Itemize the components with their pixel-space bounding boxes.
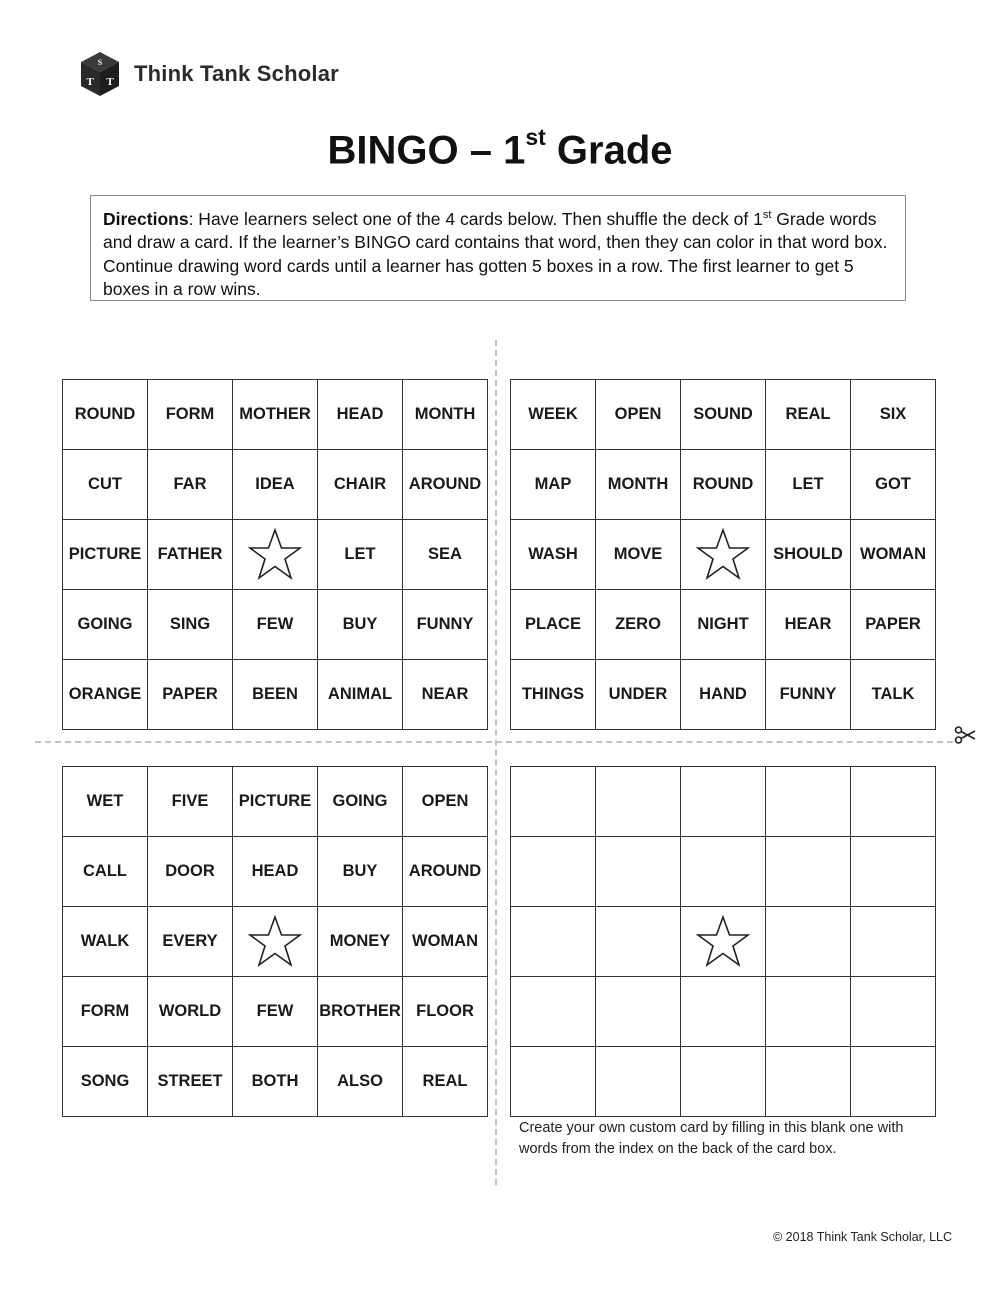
word-cell: LET [318,520,403,590]
word-cell: FORM [148,380,233,450]
word-cell: ALSO [318,1047,403,1117]
card-row [511,590,936,660]
bingo-card-1 [62,379,488,730]
word-cell: TALK [851,660,936,730]
blank-cell [766,1047,851,1117]
word-cell: HEAD [233,837,318,907]
word-cell: GOT [851,450,936,520]
blank-cell [596,977,681,1047]
title-superscript: st [525,124,546,150]
word-cell: WORLD [148,977,233,1047]
word-cell: REAL [403,1047,488,1117]
card-row [63,977,488,1047]
word-cell: GOING [63,590,148,660]
card-row [511,837,936,907]
horizontal-cut-line [35,741,953,743]
word-cell: EVERY [148,907,233,977]
word-cell: GOING [318,767,403,837]
free-space-cell [681,907,766,977]
blank-cell [851,1047,936,1117]
blank-cell [681,767,766,837]
blank-cell [511,977,596,1047]
word-cell: DOOR [148,837,233,907]
word-cell: PAPER [851,590,936,660]
word-cell: MONEY [318,907,403,977]
blank-cell [851,767,936,837]
word-cell: STREET [148,1047,233,1117]
vertical-cut-line [495,340,497,1185]
word-cell: REAL [766,380,851,450]
word-cell: NIGHT [681,590,766,660]
word-cell: HEAR [766,590,851,660]
directions-superscript: st [762,209,772,221]
word-cell: ZERO [596,590,681,660]
logo-letter: S [97,58,103,67]
word-cell: PICTURE [63,520,148,590]
word-cell: FUNNY [403,590,488,660]
blank-cell [511,767,596,837]
card-row [511,977,936,1047]
word-cell: SHOULD [766,520,851,590]
custom-card-note: Create your own custom card by filling in this blank one with words from the index on the back of the card box. [519,1120,904,1157]
word-cell: UNDER [596,660,681,730]
card-row [63,590,488,660]
word-cell: SING [148,590,233,660]
word-cell: FUNNY [766,660,851,730]
title-main: BINGO – 1 [327,128,526,173]
bingo-card-2 [510,379,936,730]
word-cell: MONTH [596,450,681,520]
blank-cell [766,767,851,837]
card-row [511,907,936,977]
blank-cell [766,977,851,1047]
word-cell: FEW [233,977,318,1047]
brand-name: Think Tank Scholar [134,61,339,86]
word-cell: MONTH [403,380,488,450]
word-cell: LET [766,450,851,520]
page-title [0,124,1000,173]
word-cell: THINGS [511,660,596,730]
blank-cell [851,977,936,1047]
logo-cube-icon [80,51,120,97]
word-cell: BUY [318,590,403,660]
card-row [511,380,936,450]
blank-cell [851,837,936,907]
word-cell: CUT [63,450,148,520]
word-cell: WOMAN [403,907,488,977]
word-cell: SOUND [681,380,766,450]
blank-cell [511,837,596,907]
blank-cell [681,977,766,1047]
star-outline-icon [694,527,752,583]
free-space-cell [233,520,318,590]
blank-cell [766,837,851,907]
word-cell: BUY [318,837,403,907]
card-row [511,450,936,520]
free-space-cell [681,520,766,590]
word-cell: MOTHER [233,380,318,450]
word-cell: WOMAN [851,520,936,590]
word-cell: PAPER [148,660,233,730]
bingo-card-3 [62,766,488,1117]
word-cell: AROUND [403,450,488,520]
word-cell: BROTHER [318,977,403,1047]
word-cell: BEEN [233,660,318,730]
word-cell: OPEN [403,767,488,837]
word-cell: CHAIR [318,450,403,520]
card-row [63,660,488,730]
word-cell: FORM [63,977,148,1047]
word-cell: HAND [681,660,766,730]
word-cell: AROUND [403,837,488,907]
card-row [63,837,488,907]
directions-box [90,195,906,301]
word-cell: WET [63,767,148,837]
card-row [63,1047,488,1117]
word-cell: SEA [403,520,488,590]
title-rest: Grade [545,128,673,173]
card-row [511,767,936,837]
word-cell: BOTH [233,1047,318,1117]
word-cell: WALK [63,907,148,977]
word-cell: OPEN [596,380,681,450]
bingo-card-blank [510,766,936,1117]
blank-cell [681,1047,766,1117]
directions-text: : Have learners select one of the 4 cards below. Then shuffle the deck of 1 [188,208,763,229]
logo-letter: T [106,76,114,88]
word-cell: ROUND [681,450,766,520]
star-outline-icon [246,914,304,970]
scissors-icon [954,724,976,746]
copyright: © 2018 Think Tank Scholar, LLC [773,1230,952,1244]
logo-letter: T [86,76,94,88]
blank-cell [851,907,936,977]
word-cell: FAR [148,450,233,520]
word-cell: ORANGE [63,660,148,730]
brand-header [80,50,339,98]
blank-cell [596,907,681,977]
blank-cell [681,837,766,907]
blank-cell [596,1047,681,1117]
word-cell: FATHER [148,520,233,590]
word-cell: ANIMAL [318,660,403,730]
word-cell: MAP [511,450,596,520]
word-cell: PLACE [511,590,596,660]
word-cell: SIX [851,380,936,450]
star-outline-icon [246,527,304,583]
card-row [63,450,488,520]
card-row [63,380,488,450]
card-row [63,520,488,590]
word-cell: CALL [63,837,148,907]
word-cell: PICTURE [233,767,318,837]
card-row [511,660,936,730]
directions-text: Grade words and draw a card. If the learner’s BINGO card contains that word, then they can color in that word box. Continue drawing word cards until a learner has gotten 5 boxes in a row. The first learner to get 5 boxes in a row wins. [103,208,888,300]
blank-cell [596,837,681,907]
blank-cell [511,1047,596,1117]
blank-cell [596,767,681,837]
word-cell: IDEA [233,450,318,520]
word-cell: SONG [63,1047,148,1117]
word-cell: ROUND [63,380,148,450]
card-row [63,767,488,837]
word-cell: NEAR [403,660,488,730]
star-outline-icon [694,914,752,970]
word-cell: HEAD [318,380,403,450]
word-cell: MOVE [596,520,681,590]
blank-cell [766,907,851,977]
free-space-cell [233,907,318,977]
word-cell: FLOOR [403,977,488,1047]
word-cell: FIVE [148,767,233,837]
card-row [63,907,488,977]
card-row [511,520,936,590]
card-row [511,1047,936,1117]
directions-label: Directions [103,208,189,229]
word-cell: WEEK [511,380,596,450]
blank-cell [511,907,596,977]
word-cell: FEW [233,590,318,660]
word-cell: WASH [511,520,596,590]
